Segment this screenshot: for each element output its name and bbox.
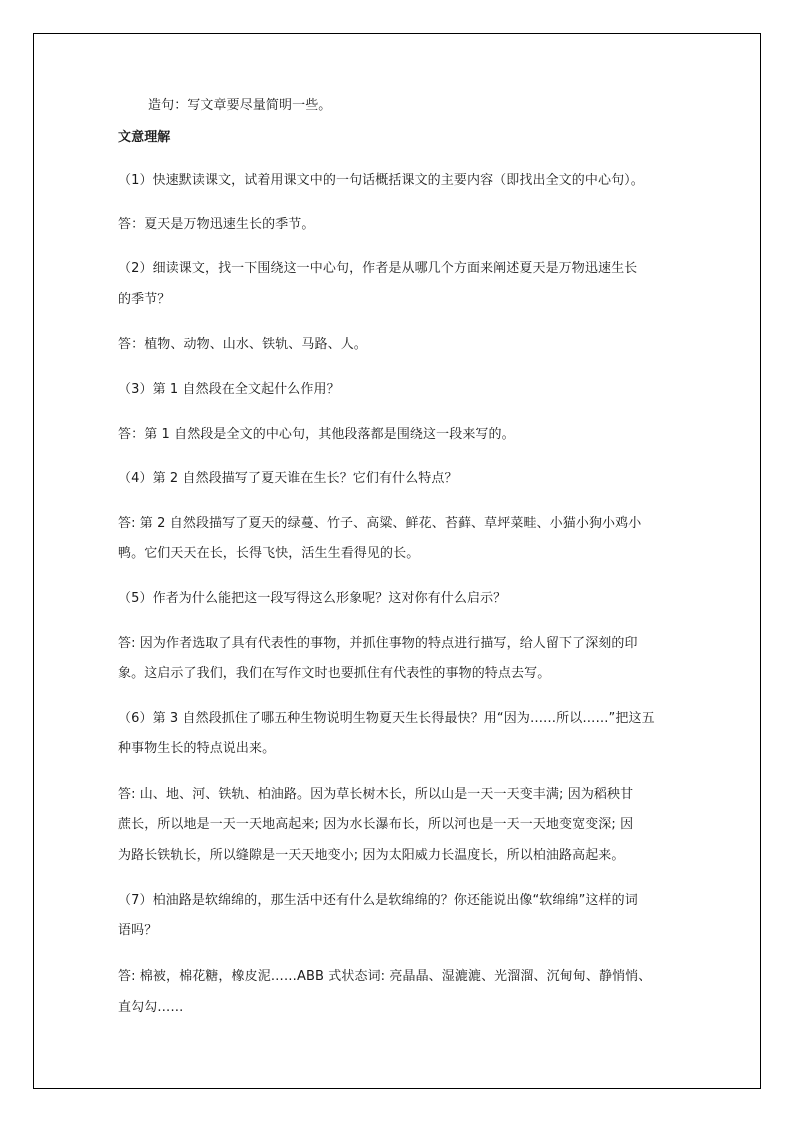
question-7-line-2: 语吗？ [118, 923, 158, 938]
answer-6-line-2: 蔗长，所以地是一天一天地高起来; 因为水长瀑布长，所以河也是一天一天地变宽变深; 因 [118, 817, 634, 832]
answer-6-line-3: 为路长铁轨长，所以缝隙是一天天地变小; 因为太阳威力长温度长，所以柏油路高起来。 [118, 848, 625, 863]
answer-1-line-1: 答：夏天是万物迅速生长的季节。 [118, 217, 315, 232]
answer-7-line-2: 直勾勾…… [118, 1000, 184, 1015]
question-6-line-1: （6）第 3 自然段抓住了哪五种生物说明生物夏天生长得最快？用“因为……所以……”把这五 [118, 711, 655, 726]
answer-3-line-1: 答：第 1 自然段是全文的中心句，其他段落都是围绕这一段来写的。 [118, 427, 515, 442]
answer-2-line-1: 答：植物、动物、山水、铁轨、马路、人。 [118, 337, 367, 352]
answer-7-line-1: 答: 棉被，棉花糖，橡皮泥……ABB 式状态词: 亮晶晶、湿漉漉、光溜溜、沉甸甸、静悄悄、 [118, 969, 652, 984]
answer-4-line-1: 答: 第 2 自然段描写了夏天的绿蔓、竹子、高粱、鲜花、苔藓、草坪菜畦、小猫小狗小鸡小 [118, 516, 642, 531]
answer-5-line-2: 象。这启示了我们，我们在写作文时也要抓住有代表性的事物的特点去写。 [118, 666, 551, 681]
question-4-line-1: （4）第 2 自然段描写了夏天谁在生长？它们有什么特点？ [118, 471, 458, 486]
question-7-line-1: （7）柏油路是软绵绵的，那生活中还有什么是软绵绵的？你还能说出像“软绵绵”这样的词 [118, 893, 638, 908]
section-heading: 文意理解 [118, 130, 171, 145]
intro-sentence: 造句：写文章要尽量简明一些。 [148, 98, 332, 113]
answer-5-line-1: 答: 因为作者选取了具有代表性的事物，并抓住事物的特点进行描写，给人留下了深刻的印 [118, 636, 638, 651]
question-6-line-2: 种事物生长的特点说出来。 [118, 741, 276, 756]
question-2-line-2: 的季节？ [118, 292, 171, 307]
question-3-line-1: （3）第 1 自然段在全文起什么作用？ [118, 382, 340, 397]
answer-4-line-2: 鸭。它们天天在长，长得飞快，活生生看得见的长。 [118, 546, 420, 561]
question-1-line-1: （1）快速默读课文，试着用课文中的一句话概括课文的主要内容（即找出全文的中心句）。 [118, 173, 644, 188]
question-5-line-1: （5）作者为什么能把这一段写得这么形象呢？这对你有什么启示？ [118, 591, 507, 606]
answer-6-line-1: 答: 山、地、河、铁轨、柏油路。因为草长树木长，所以山是一天一天变丰满; 因为稻秧甘 [118, 787, 634, 802]
question-2-line-1: （2）细读课文，找一下围绕这一中心句，作者是从哪几个方面来阐述夏天是万物迅速生长 [118, 261, 638, 276]
